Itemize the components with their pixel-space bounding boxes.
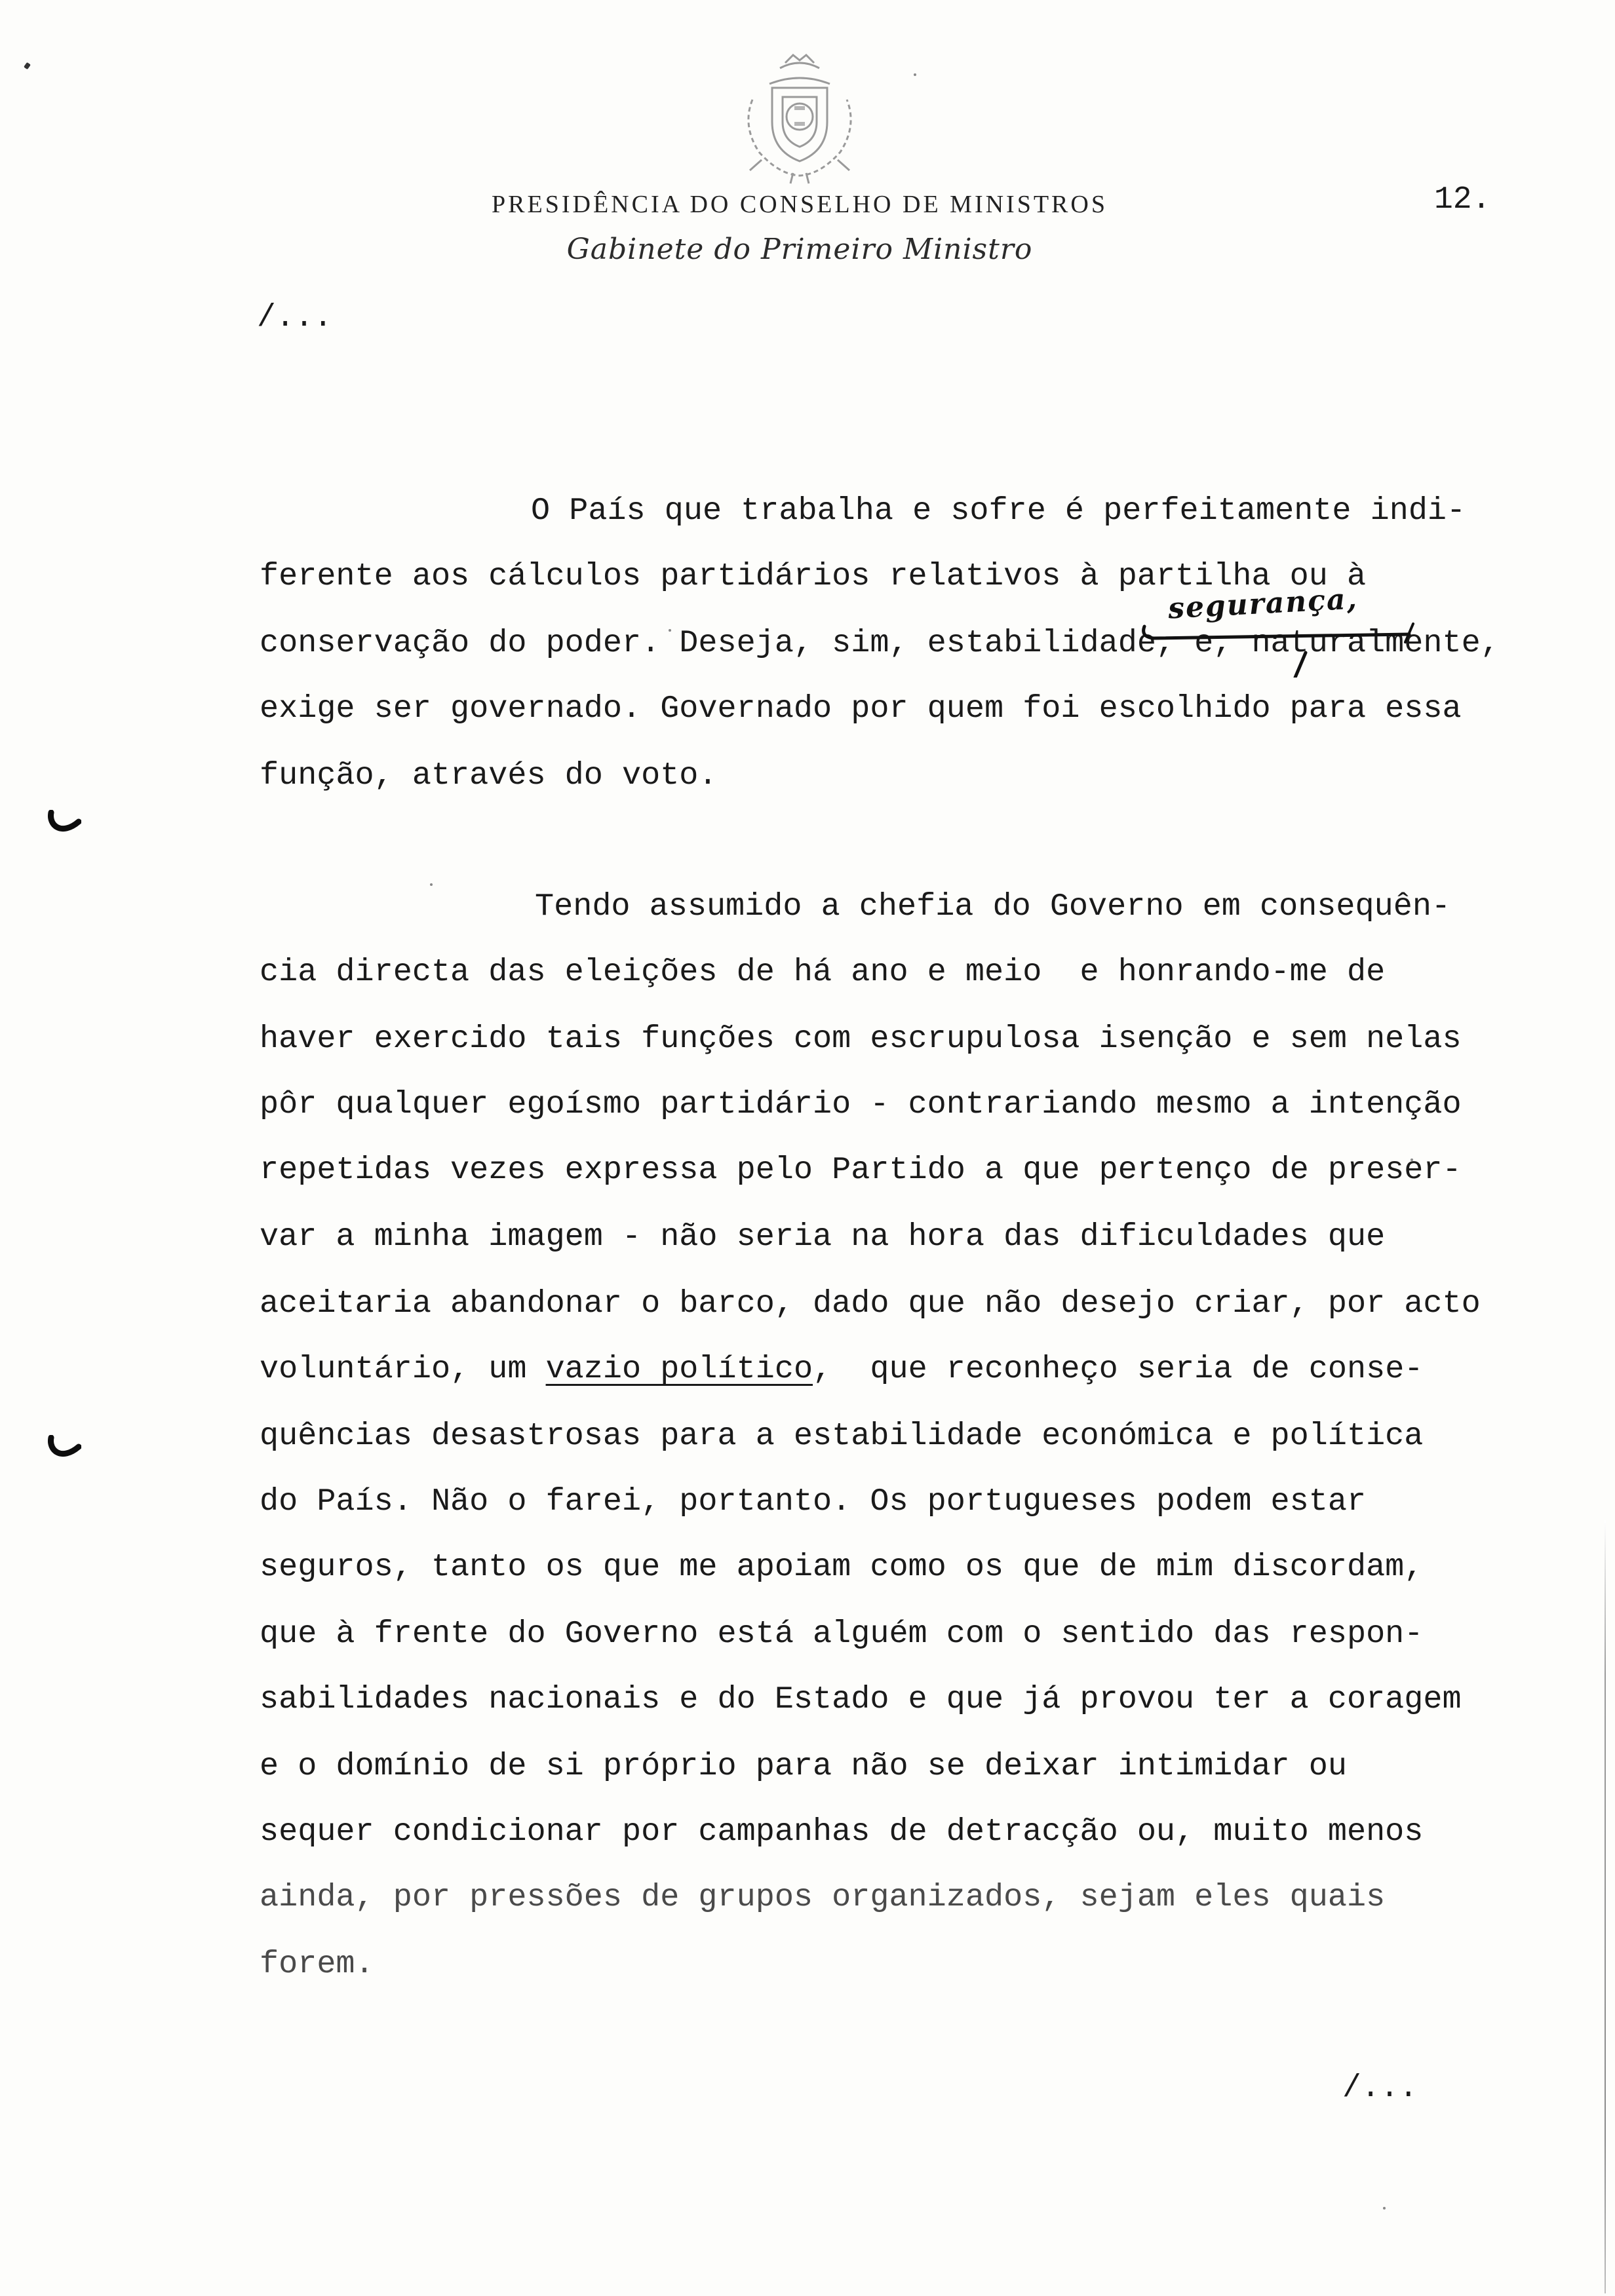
speck xyxy=(1383,2207,1386,2210)
paragraph-2-line xyxy=(260,1351,1424,1387)
paragraph-2-line: ainda, por pressões de grupos organizados, sejam eles quais xyxy=(260,1879,1386,1915)
stray-mark xyxy=(24,62,31,69)
paragraph-2-line: haver exercido tais funções com escrupulosa isenção e sem nelas xyxy=(260,1021,1462,1057)
paragraph-2-line: cia directa das eleições de há ano e meio e honrando-me de xyxy=(260,954,1386,990)
paragraph-2-line: que à frente do Governo está alguém com o sentido das respon- xyxy=(260,1616,1424,1652)
paragraph-2-line: Tendo assumido a chefia do Governo em consequên- xyxy=(535,889,1451,925)
paragraph-2-line: e o domínio de si próprio para não se deixar intimidar ou xyxy=(260,1748,1347,1784)
page-number: 12. xyxy=(1434,182,1491,218)
continuation-mark-bottom: /... xyxy=(1342,2071,1418,2106)
continuation-mark-top: /... xyxy=(257,300,333,335)
paragraph-2-line: pôr qualquer egoísmo partidário - contrariando mesmo a intenção xyxy=(260,1086,1462,1122)
scan-edge-shadow xyxy=(1605,1520,1606,2293)
paragraph-2-line: seguros, tanto os que me apoiam como os que de mim discordam, xyxy=(260,1549,1424,1585)
line-text: , que reconheço seria de conse- xyxy=(813,1351,1424,1387)
paragraph-1-line: função, através do voto. xyxy=(260,757,718,794)
paragraph-1-line: conservação do poder. Deseja, sim, estabilidade, e, naturalmente, xyxy=(260,625,1500,661)
paragraph-2-line: repetidas vezes expressa pelo Partido a que pertenço de preser- xyxy=(260,1152,1462,1188)
handwritten-correction: segurança, xyxy=(1167,582,1359,626)
paragraph-2-line: sequer condicionar por campanhas de detracção ou, muito menos xyxy=(260,1814,1424,1850)
underlined-phrase: vazio político xyxy=(545,1351,813,1387)
line-text: voluntário, um xyxy=(260,1351,546,1387)
paragraph-2-line: sabilidades nacionais e do Estado e que já provou ter a coragem xyxy=(260,1681,1462,1717)
paragraph-1-line: ferente aos cálculos partidários relativos à partilha ou à xyxy=(260,558,1367,594)
ministry-name: PRESIDÊNCIA DO CONSELHO DE MINISTROS xyxy=(492,191,1108,218)
paragraph-1-line: exige ser governado. Governado por quem foi escolhido para essa xyxy=(260,691,1462,727)
coat-of-arms-emblem xyxy=(733,54,866,185)
paragraph-2-line: var a minha imagem - não seria na hora das dificuldades que xyxy=(260,1219,1386,1255)
paragraph-2-line: do País. Não o farei, portanto. Os portugueses podem estar xyxy=(260,1483,1367,1520)
speck xyxy=(914,73,916,76)
cabinet-name: Gabinete do Primeiro Ministro xyxy=(566,233,1033,266)
speck xyxy=(430,883,433,886)
paragraph-1-line: O País que trabalha e sofre é perfeitamente indi- xyxy=(531,493,1466,529)
handwritten-correction-strokes xyxy=(1134,605,1422,678)
paragraph-2-line: quências desastrosas para a estabilidade económica e política xyxy=(260,1418,1424,1454)
paragraph-2-line: aceitaria abandonar o barco, dado que não desejo criar, por acto xyxy=(260,1286,1481,1322)
paragraph-2-line: forem. xyxy=(260,1946,374,1982)
punch-hole-mark xyxy=(47,810,81,836)
punch-hole-mark xyxy=(47,1435,81,1461)
